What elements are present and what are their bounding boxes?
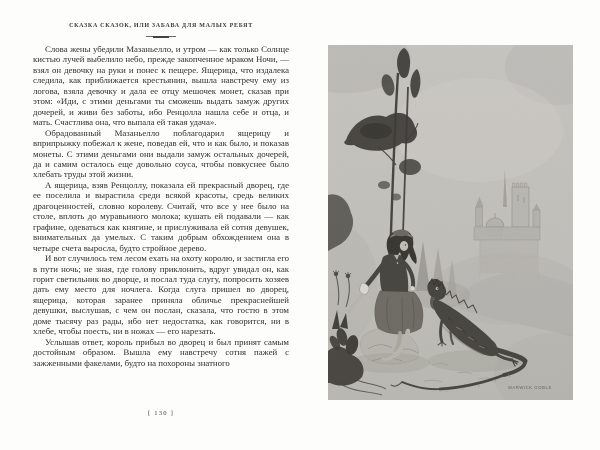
header-rule-center <box>153 36 169 38</box>
paragraph: А ящерица, взяв Ренцоллу, показала ей прекрасный дворец, где ее поселила и вырастила среди всякой красоты, средь великих драгоценностей, словно королеву. Считай, что все у нее было на столе, вплоть до муравьиного молока; кушать ей подавали — как графине, одеваться как княгине, и прислуживала ей сотня девушек, внимательных да умелых. С таким добрым обхождением она в четыре счета выросла, будто стройное дерево. <box>33 179 289 253</box>
left-page <box>33 0 289 450</box>
right-page <box>300 0 600 450</box>
running-header: СКАЗКА СКАЗОК, ИЛИ ЗАБАВА ДЛЯ МАЛЫХ РЕБЯТ <box>69 23 253 29</box>
paper-grain-overlay <box>328 45 573 400</box>
paragraph: Слова жены убедили Мазаньелло, и утром — как только Солнце кистью лучей выбелило небо, прежде закопченное мраком Ночи, — взял он девочку на руки и понес к пещере. Ящерица, что издалека следила, как приближается крестьянин, вышла навстречу ему из логова, взяла девочку и дала ее отцу мешочек монет, сказав при этом: «Иди, с этими деньгами ты сможешь выдать замуж других дочерей, и живи без заботы, ибо Ренцолла нашла себе и отца, и мать. Счастлива она, что выпала ей такая удача». <box>33 44 289 128</box>
paragraph: И вот случилось тем лесом ехать на охоту королю, и застигла его в пути ночь; не зная, где голову приклонить, вдруг увидал он, как горит светильник во дворце, и послал туда слугу, попросить хозяев дать ему место для ночлега. Когда слуга пришел во дворец, ящерица, которая заранее приняла обличье прекраснейшей девушки, выслушав, с чем он послан, сказала, что гостю в этом доме тысячу раз рады, ибо нет недостатка, как говорится, ни в хлебе, чтобы поесть, ни в ножах — его нарезать. <box>33 253 289 337</box>
paragraph: Услышав ответ, король прибыл во дворец и был принят самым достойным образом. Вышла ему навстречу сотня пажей с зажженными факелами, будто на похороны знатного <box>33 336 289 368</box>
illustrator-signature: WARWICK GOBLE <box>508 385 552 390</box>
paragraph: Обрадованный Мазаньелло поблагодарил ящерицу и вприпрыжку побежал к жене, поведав ей, что и как было, и показав монеты. С этими деньгами они выдали замуж остальных дочерей, да и самим осталось еще довольно соуса, чтобы повкуснее было хлебать труды этой жизни. <box>33 127 289 180</box>
story-text <box>33 44 289 368</box>
page-number: [ 130 ] <box>148 410 174 417</box>
book-illustration <box>328 45 573 400</box>
header-rule-ornament <box>146 36 176 37</box>
